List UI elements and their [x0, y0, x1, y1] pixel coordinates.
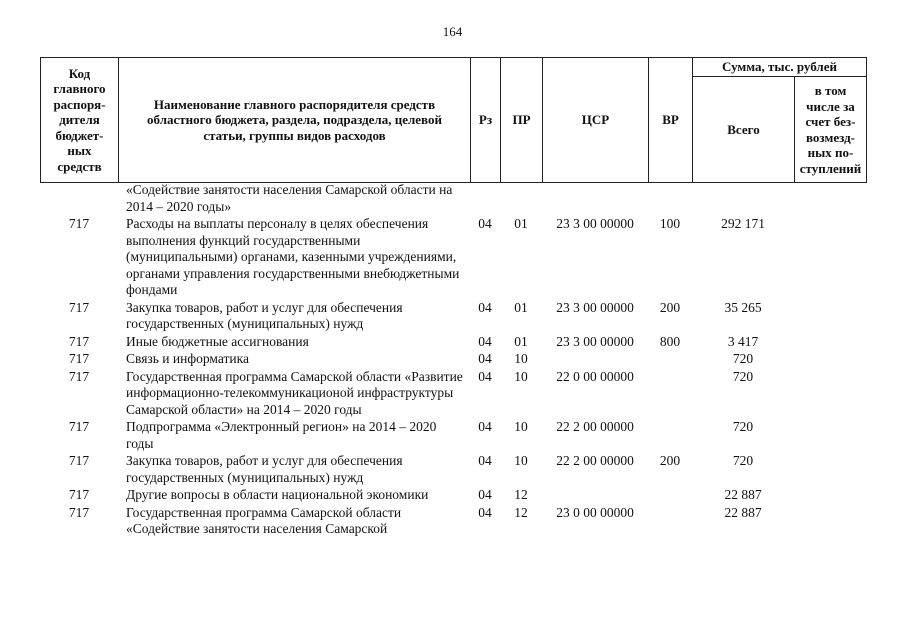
cell-total: 35 265	[724, 299, 762, 315]
cell-total: 720	[732, 351, 754, 366]
cell-csr: 23 3 00 00000	[556, 299, 634, 315]
cell-rz: 04	[478, 504, 492, 520]
cell-name: Подпрограмма «Электронный регион» на 2014 – 2020 годы	[126, 419, 437, 451]
header-rz: Рз	[471, 58, 501, 183]
cell-code	[40, 182, 118, 216]
cell-code: 717	[68, 487, 90, 502]
header-name: Наименование главного распорядителя средств областного бюджета, раздела, подраздела, целевой статьи, группы видов расходов	[119, 58, 471, 183]
page-number: 164	[442, 24, 463, 39]
header-gratuitous: в том числе за счет без-возмезд-ных по-ступлений	[795, 77, 867, 183]
cell-total: 292 171	[721, 216, 765, 231]
cell-pr: 01	[514, 299, 528, 315]
cell-rz: 04	[478, 419, 492, 434]
cell-vr: 800	[659, 333, 681, 349]
cell-pr: 10	[514, 453, 528, 468]
cell-name: Государственная программа Самарской области «Содействие занятости населения Самарской	[126, 504, 402, 536]
cell-vr	[648, 351, 692, 369]
cell-total: 3 417	[727, 333, 759, 349]
cell-csr: 22 2 00 00000	[556, 453, 634, 468]
cell-code: 717	[68, 299, 90, 315]
cell-rz: 04	[478, 333, 492, 349]
cell-code: 717	[68, 504, 90, 520]
cell-pr: 12	[514, 504, 528, 520]
cell-rz: 04	[478, 299, 492, 315]
cell-gratuitous	[794, 334, 866, 352]
cell-gratuitous	[794, 300, 866, 334]
cell-gratuitous	[794, 182, 866, 216]
cell-code: 717	[68, 453, 90, 468]
cell-code: 717	[68, 216, 90, 231]
cell-code: 717	[68, 368, 90, 384]
cell-name: Государственная программа Самарской области «Развитие информационно-телекоммуникационой инфраструктуры Самарской области» на 2014 – 2020 годы	[126, 368, 463, 417]
header-code: Код главного распоря-дителя бюджет-ных средств	[41, 58, 119, 183]
cell-pr: 10	[514, 419, 528, 434]
table-row	[40, 300, 866, 334]
header-csr: ЦСР	[543, 58, 649, 183]
cell-gratuitous	[794, 453, 866, 487]
cell-gratuitous	[794, 505, 866, 539]
table-row	[40, 487, 866, 505]
cell-vr: 200	[659, 299, 681, 315]
table-row	[40, 453, 866, 487]
cell-rz: 04	[478, 216, 492, 231]
cell-gratuitous	[794, 351, 866, 369]
cell-total: 22 887	[724, 487, 762, 502]
cell-name: Другие вопросы в области национальной экономики	[126, 487, 429, 502]
cell-pr: 01	[514, 216, 528, 231]
cell-vr: 100	[659, 216, 681, 231]
cell-name: Связь и информатика	[126, 351, 249, 366]
table-row	[40, 419, 866, 453]
cell-pr: 10	[514, 351, 528, 366]
cell-csr	[542, 351, 648, 369]
cell-vr	[648, 505, 692, 539]
cell-csr	[542, 487, 648, 505]
cell-total: 720	[732, 419, 754, 434]
cell-name: Закупка товаров, работ и услуг для обеспечения государственных (муниципальных) нужд	[126, 299, 403, 331]
cell-rz: 04	[478, 351, 492, 366]
cell-code: 717	[68, 351, 90, 366]
cell-code: 717	[68, 333, 90, 349]
cell-total: 720	[732, 453, 754, 468]
table-row	[40, 334, 866, 352]
cell-pr: 01	[514, 333, 528, 349]
cell-vr: 200	[659, 453, 681, 468]
table-row	[40, 351, 866, 369]
cell-rz	[470, 182, 500, 216]
cell-rz: 04	[478, 368, 492, 384]
cell-pr: 12	[514, 487, 528, 502]
cell-total: 22 887	[724, 504, 762, 520]
cell-csr	[542, 182, 648, 216]
cell-gratuitous	[794, 487, 866, 505]
table-body	[40, 182, 866, 539]
header-total: Всего	[693, 77, 795, 183]
table-row	[40, 216, 866, 300]
cell-vr	[648, 182, 692, 216]
cell-vr	[648, 369, 692, 420]
cell-gratuitous	[794, 369, 866, 420]
cell-name: «Содействие занятости населения Самарской области на 2014 – 2020 годы»	[126, 182, 453, 214]
table-header	[40, 57, 867, 183]
cell-vr	[648, 487, 692, 505]
cell-total	[692, 182, 794, 216]
cell-csr: 23 3 00 00000	[556, 216, 634, 231]
table-row	[40, 369, 866, 420]
cell-csr: 22 2 00 00000	[556, 419, 634, 434]
cell-vr	[648, 419, 692, 453]
cell-csr: 23 0 00 00000	[556, 504, 634, 520]
table-row	[40, 182, 866, 216]
cell-name: Расходы на выплаты персоналу в целях обеспечения выполнения функций государственными (муниципальными) органами, казенными учреждениями, органами управления государственными внебюджетными фондами	[126, 216, 460, 297]
cell-csr: 22 0 00 00000	[556, 368, 634, 384]
header-vr: ВР	[649, 58, 693, 183]
cell-gratuitous	[794, 419, 866, 453]
cell-rz: 04	[478, 453, 492, 468]
cell-gratuitous	[794, 216, 866, 300]
cell-total: 720	[732, 368, 754, 384]
cell-pr: 10	[514, 368, 528, 384]
cell-code: 717	[68, 419, 90, 434]
cell-rz: 04	[478, 487, 492, 502]
header-sum: Сумма, тыс. рублей	[693, 58, 867, 77]
cell-pr	[500, 182, 542, 216]
table-row	[40, 505, 866, 539]
cell-csr: 23 3 00 00000	[556, 333, 634, 349]
cell-name: Закупка товаров, работ и услуг для обеспечения государственных (муниципальных) нужд	[126, 453, 403, 485]
header-pr: ПР	[501, 58, 543, 183]
cell-name: Иные бюджетные ассигнования	[126, 333, 309, 349]
